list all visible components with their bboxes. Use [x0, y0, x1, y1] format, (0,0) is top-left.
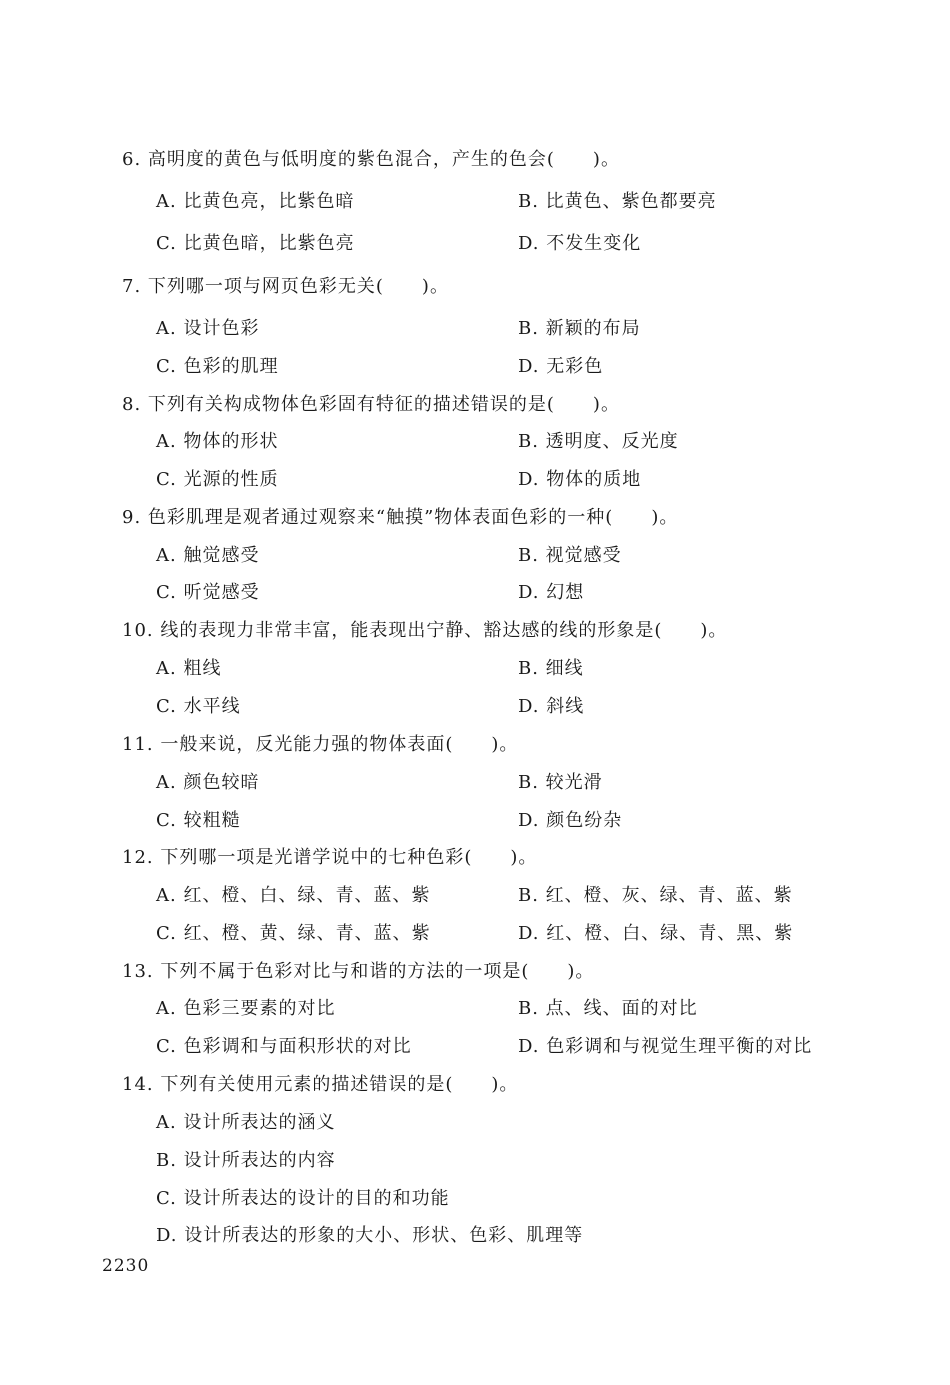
question-12-option-b: B. 红、橙、灰、绿、青、蓝、紫	[518, 885, 793, 906]
question-10-option-c: C. 水平线	[156, 696, 241, 717]
question-8-option-c: C. 光源的性质	[156, 469, 279, 490]
question-13-option-c: C. 色彩调和与面积形状的对比	[156, 1036, 412, 1057]
question-12-option-a: A. 红、橙、白、绿、青、蓝、紫	[156, 885, 431, 906]
question-12-option-d: D. 红、橙、白、绿、青、黑、紫	[518, 923, 794, 944]
question-7-option-c: C. 色彩的肌理	[156, 356, 279, 377]
question-9-stem: 9. 色彩肌理是观者通过观察来“触摸”物体表面色彩的一种( )。	[122, 507, 679, 528]
question-14-option-d: D. 设计所表达的形象的大小、形状、色彩、肌理等	[156, 1225, 584, 1246]
question-11-stem: 11. 一般来说，反光能力强的物体表面( )。	[122, 734, 519, 755]
question-6-option-b: B. 比黄色、紫色都要亮	[518, 191, 717, 212]
question-13-option-a: A. 色彩三要素的对比	[156, 998, 336, 1019]
question-13-option-d: D. 色彩调和与视觉生理平衡的对比	[518, 1036, 813, 1057]
question-11-option-c: C. 较粗糙	[156, 810, 241, 831]
question-11-option-d: D. 颜色纷杂	[518, 810, 623, 831]
question-10-option-d: D. 斜线	[518, 696, 585, 717]
question-10-stem: 10. 线的表现力非常丰富，能表现出宁静、豁达感的线的形象是( )。	[122, 620, 728, 641]
page-number: 2230	[102, 1256, 150, 1276]
question-9-option-b: B. 视觉感受	[518, 545, 622, 566]
question-11-option-b: B. 较光滑	[518, 772, 603, 793]
question-13-option-b: B. 点、线、面的对比	[518, 998, 698, 1019]
question-7-option-a: A. 设计色彩	[156, 318, 260, 339]
question-14-stem: 14. 下列有关使用元素的描述错误的是( )。	[122, 1074, 519, 1095]
question-12-option-c: C. 红、橙、黄、绿、青、蓝、紫	[156, 923, 431, 944]
question-8-stem: 8. 下列有关构成物体色彩固有特征的描述错误的是( )。	[122, 394, 620, 415]
question-12-stem: 12. 下列哪一项是光谱学说中的七种色彩( )。	[122, 847, 538, 868]
question-6-option-d: D. 不发生变化	[518, 233, 642, 254]
question-10-option-b: B. 细线	[518, 658, 584, 679]
question-9-option-a: A. 触觉感受	[156, 545, 260, 566]
question-6-stem: 6. 高明度的黄色与低明度的紫色混合，产生的色会( )。	[122, 149, 620, 170]
question-6-option-a: A. 比黄色亮，比紫色暗	[156, 191, 355, 212]
question-10-option-a: A. 粗线	[156, 658, 222, 679]
question-14-option-c: C. 设计所表达的设计的目的和功能	[156, 1188, 450, 1209]
question-8-option-b: B. 透明度、反光度	[518, 431, 679, 452]
question-7-option-d: D. 无彩色	[518, 356, 604, 377]
question-14-option-a: A. 设计所表达的涵义	[156, 1112, 336, 1133]
question-8-option-a: A. 物体的形状	[156, 431, 279, 452]
question-9-option-d: D. 幻想	[518, 582, 585, 603]
question-7-stem: 7. 下列哪一项与网页色彩无关( )。	[122, 276, 449, 297]
question-14-option-b: B. 设计所表达的内容	[156, 1150, 336, 1171]
question-8-option-d: D. 物体的质地	[518, 469, 642, 490]
question-7-option-b: B. 新颖的布局	[518, 318, 641, 339]
question-13-stem: 13. 下列不属于色彩对比与和谐的方法的一项是( )。	[122, 961, 595, 982]
question-9-option-c: C. 听觉感受	[156, 582, 260, 603]
question-6-option-c: C. 比黄色暗，比紫色亮	[156, 233, 355, 254]
question-11-option-a: A. 颜色较暗	[156, 772, 260, 793]
